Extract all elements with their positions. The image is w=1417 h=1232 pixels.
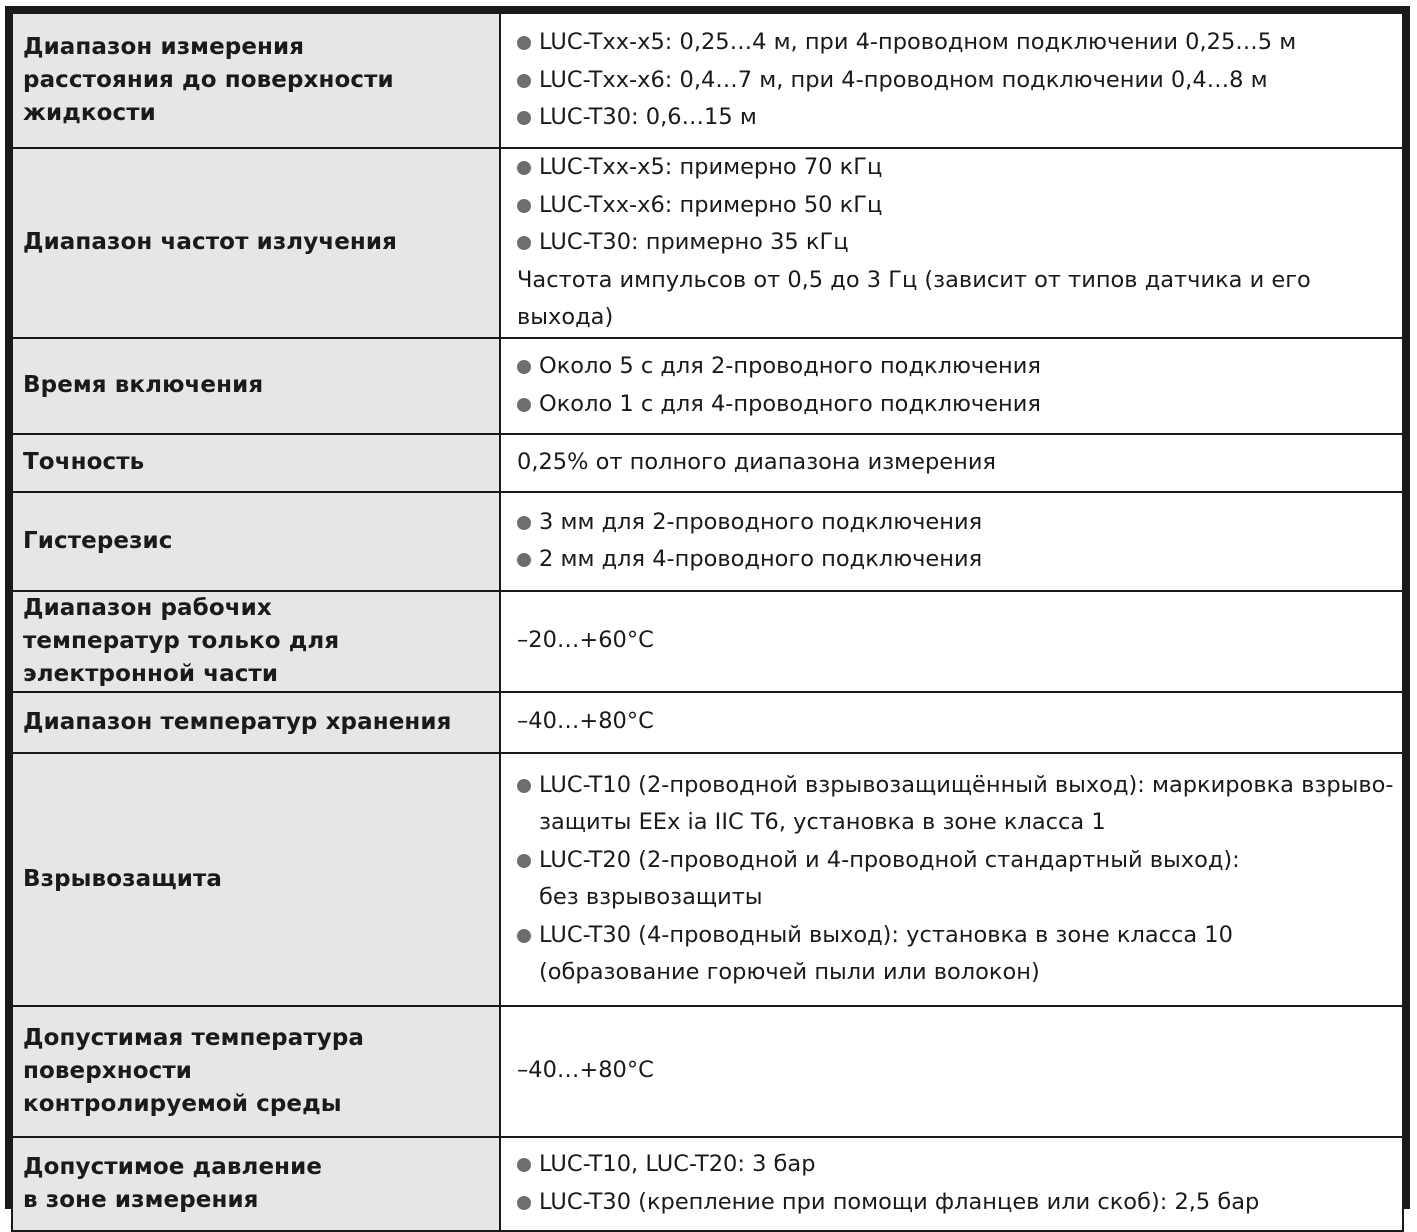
bullet-dot-icon xyxy=(517,199,531,213)
list-item-text: LUC-Txx-x6: 0,4…7 м, при 4-проводном подключении 0,4…8 м xyxy=(539,66,1268,93)
row-label-text: Взрывозащита xyxy=(23,865,222,892)
list-item-line: LUC-T30 (4-проводный выход): установка в зоне класса 10 xyxy=(539,921,1233,948)
list-item-text: LUC-Txx-x5: 0,25…4 м, при 4-проводном подключении 0,25…5 м xyxy=(539,29,1297,56)
bullet-dot-icon xyxy=(517,161,531,175)
list-item-line: (образование горючей пыли или волокон) xyxy=(539,959,1040,985)
bullet-dot-icon xyxy=(517,553,531,567)
bullet-dot-icon xyxy=(517,779,531,793)
bullet-dot-icon xyxy=(517,398,531,412)
list-item xyxy=(517,24,1394,62)
table-row xyxy=(12,753,1403,1006)
row-value-text: –40…+80°С xyxy=(517,708,654,735)
bullet-dot-icon xyxy=(517,1158,531,1172)
spec-table xyxy=(11,12,1404,1232)
row-label-text: Диапазон рабочих температур только для электронной части xyxy=(23,594,340,687)
row-value xyxy=(500,434,1403,492)
list-item xyxy=(517,1146,1394,1184)
row-label xyxy=(12,148,500,338)
row-label-text: Допустимая температура поверхности контролируемой среды xyxy=(23,1024,365,1117)
row-label-text: Диапазон температур хранения xyxy=(23,708,452,735)
row-label-text: Точность xyxy=(23,449,145,475)
table-row xyxy=(12,1006,1403,1137)
row-value xyxy=(500,148,1403,338)
row-value-text: 0,25% от полного диапазона измерения xyxy=(517,448,996,475)
row-label-text: Диапазон частот излучения xyxy=(23,229,397,256)
bullet-dot-icon xyxy=(517,236,531,250)
list-item-line: LUC-T10 (2-проводной взрывозащищённый выход): маркировка взрыво- xyxy=(539,771,1394,798)
row-label xyxy=(12,692,500,753)
row-label-text: Время включения xyxy=(23,372,264,398)
list-item xyxy=(517,99,1394,137)
row-value-text: –40…+80°С xyxy=(517,1057,654,1084)
list-item-line: без взрывозащиты xyxy=(539,884,763,910)
table-row xyxy=(12,492,1403,591)
spec-table-frame xyxy=(5,6,1410,1215)
table-row xyxy=(12,692,1403,753)
row-value xyxy=(500,13,1403,148)
row-value xyxy=(500,1137,1403,1231)
list-item xyxy=(517,917,1394,992)
row-value xyxy=(500,338,1403,434)
list-item-text: LUC-T10, LUC-T20: 3 бар xyxy=(539,1151,816,1177)
list-item xyxy=(517,504,1394,542)
bullet-dot-icon xyxy=(517,36,531,50)
table-row xyxy=(12,1137,1403,1231)
list-item xyxy=(517,842,1394,917)
list-item-text: LUC-Txx-x6: примерно 50 кГц xyxy=(539,191,883,218)
row-note: Частота импульсов от 0,5 до 3 Гц (зависит от типов датчика и его выхода) xyxy=(517,266,1311,330)
bullet-dot-icon xyxy=(517,929,531,943)
row-label-text: Гистерезис xyxy=(23,527,173,554)
row-label xyxy=(12,338,500,434)
list-item-text: LUC-T30: 0,6…15 м xyxy=(539,104,757,131)
row-value xyxy=(500,492,1403,591)
list-item xyxy=(517,386,1394,424)
bullet-dot-icon xyxy=(517,360,531,374)
list-item-text: 3 мм для 2-проводного подключения xyxy=(539,508,983,535)
list-item-line: LUC-T20 (2-проводной и 4-проводной стандартный выход): xyxy=(539,846,1240,873)
row-label xyxy=(12,13,500,148)
list-item-text: Около 1 с для 4-проводного подключения xyxy=(539,390,1041,417)
list-item xyxy=(517,348,1394,386)
bullet-dot-icon xyxy=(517,74,531,88)
list-item xyxy=(517,1184,1394,1222)
row-value xyxy=(500,1006,1403,1137)
list-item-text xyxy=(539,767,1394,842)
bullet-dot-icon xyxy=(517,854,531,868)
row-label xyxy=(12,492,500,591)
row-label-text: Допустимое давление в зоне измерения xyxy=(23,1153,323,1213)
row-value-text: –20…+60°С xyxy=(517,627,654,654)
row-label xyxy=(12,1137,500,1231)
list-item-line: защиты EEx ia IIC T6, установка в зоне класса 1 xyxy=(539,809,1106,835)
row-label xyxy=(12,753,500,1006)
row-label-text: Диапазон измерения расстояния до поверхности жидкости xyxy=(23,34,394,126)
row-value xyxy=(500,753,1403,1006)
list-item-text: 2 мм для 4-проводного подключения xyxy=(539,546,983,572)
list-item xyxy=(517,149,1394,187)
row-value xyxy=(500,591,1403,692)
list-item xyxy=(517,62,1394,100)
row-label xyxy=(12,1006,500,1137)
row-label xyxy=(12,591,500,692)
bullet-dot-icon xyxy=(517,516,531,530)
list-item-text xyxy=(539,842,1394,917)
list-item-text: LUC-T30 (крепление при помощи фланцев или скоб): 2,5 бар xyxy=(539,1188,1260,1215)
list-item xyxy=(517,767,1394,842)
table-row xyxy=(12,338,1403,434)
table-row xyxy=(12,13,1403,148)
list-item xyxy=(517,224,1394,262)
list-item-text: LUC-Txx-x5: примерно 70 кГц xyxy=(539,154,883,180)
list-item-text: Около 5 с для 2-проводного подключения xyxy=(539,353,1041,379)
table-row xyxy=(12,434,1403,492)
list-item xyxy=(517,187,1394,225)
list-item-text: LUC-T30: примерно 35 кГц xyxy=(539,229,849,255)
list-item xyxy=(517,541,1394,579)
table-row xyxy=(12,148,1403,338)
table-row xyxy=(12,591,1403,692)
bullet-dot-icon xyxy=(517,111,531,125)
row-label xyxy=(12,434,500,492)
list-item-text xyxy=(539,917,1394,992)
row-value xyxy=(500,692,1403,753)
bullet-dot-icon xyxy=(517,1196,531,1210)
